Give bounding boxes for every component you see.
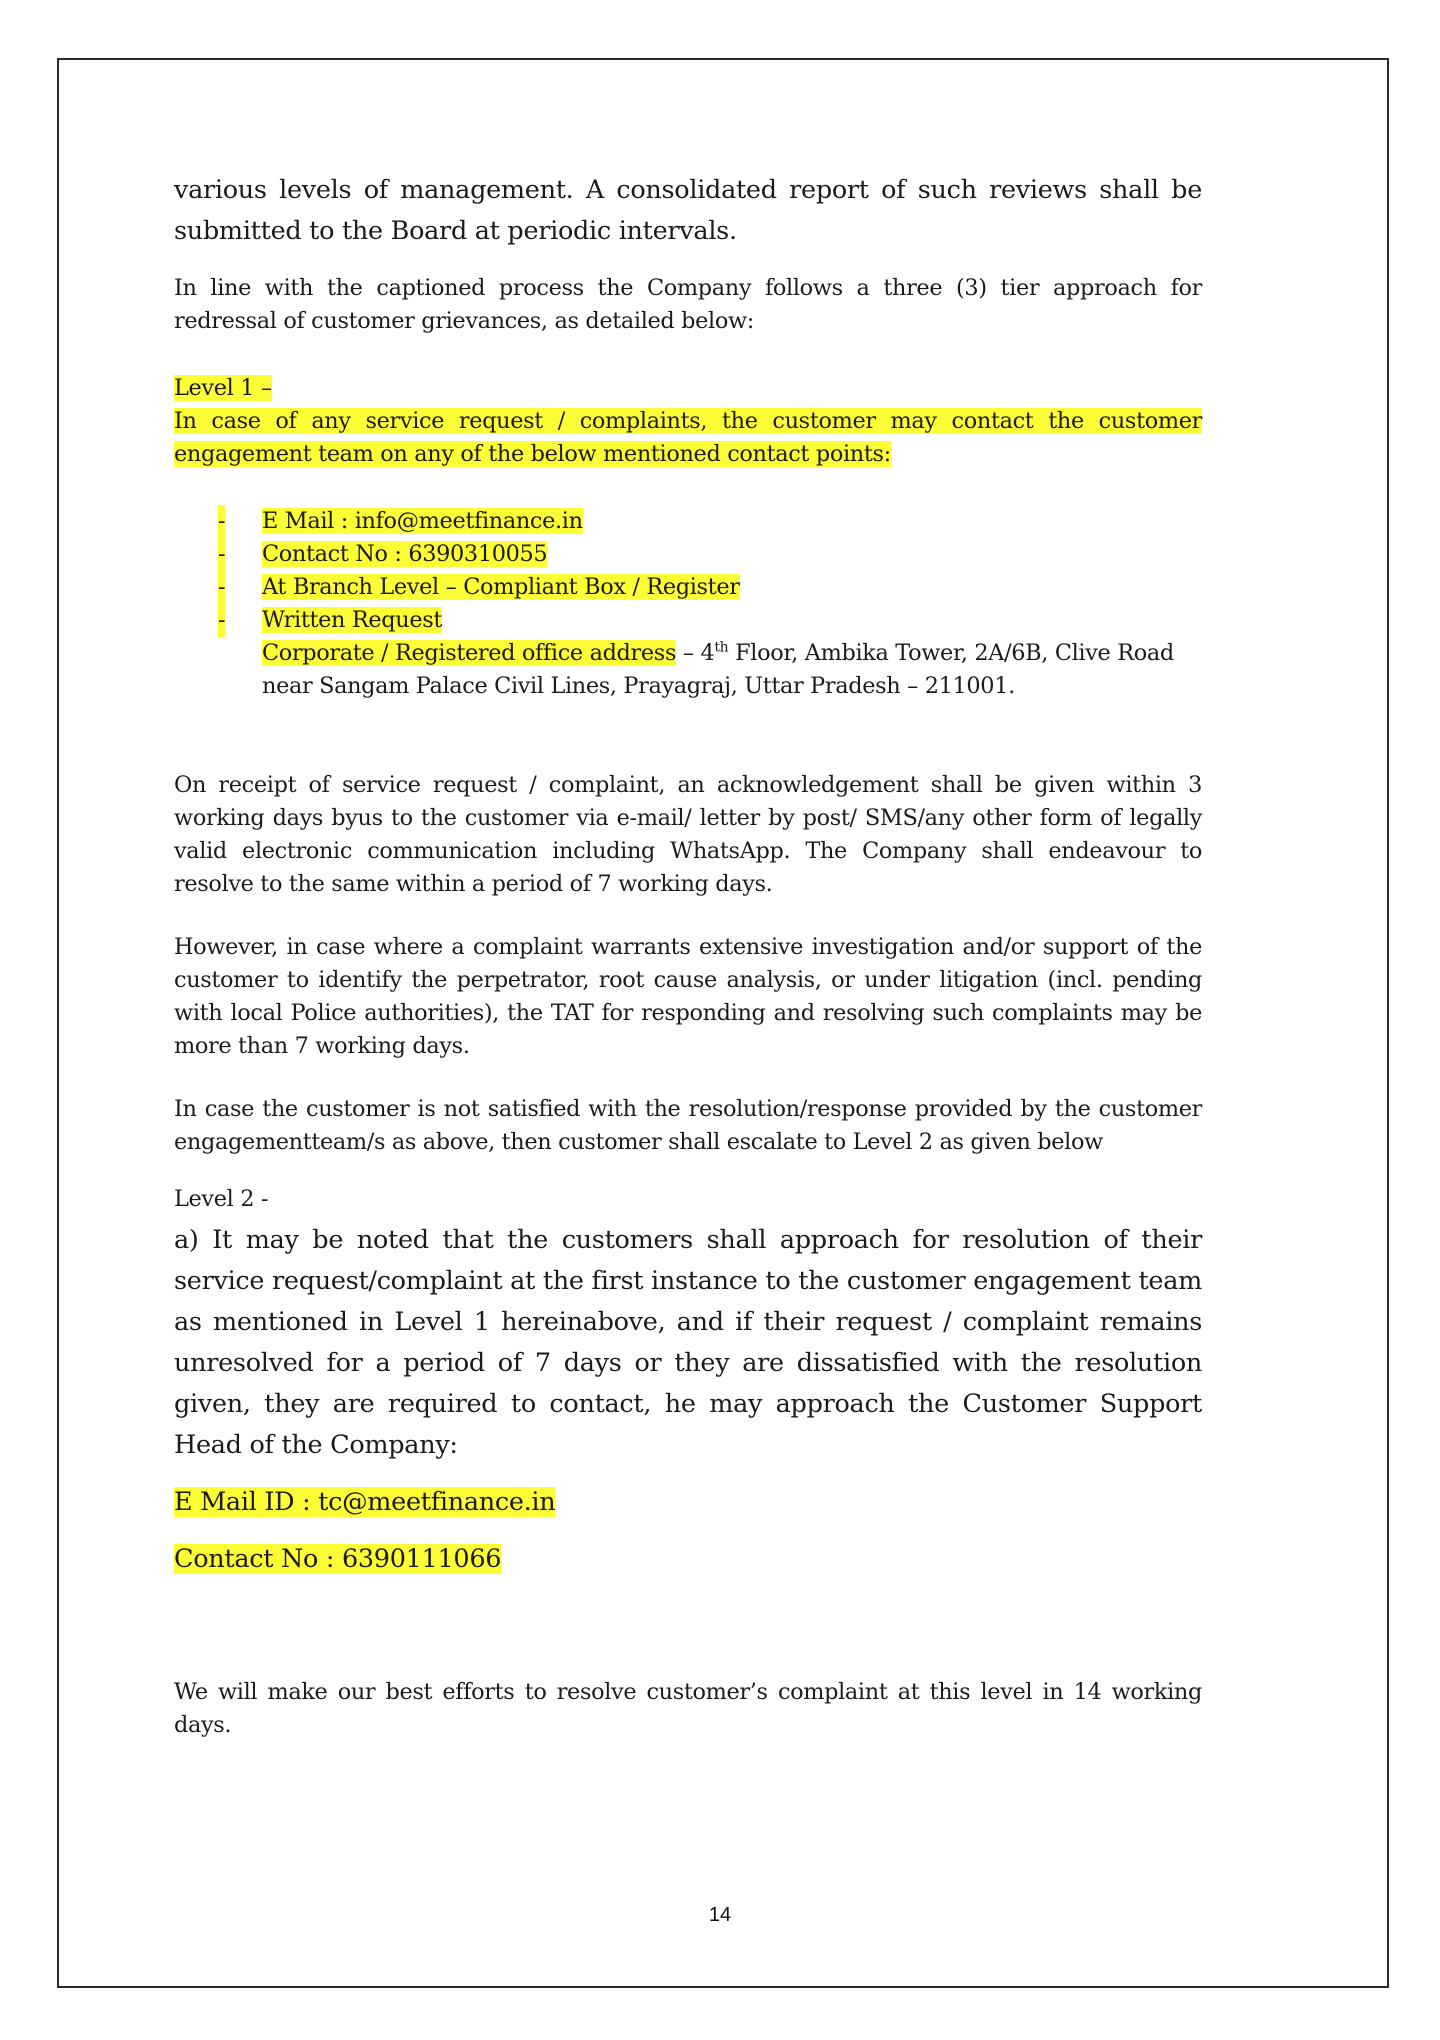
list-dash: - (218, 505, 225, 538)
office-address-sup: th (714, 639, 729, 656)
paragraph-final-efforts: We will make our best efforts to resolve customer’s complaint at this level in 14 working days. (174, 1679, 1202, 1738)
paragraph-three-tier-approach: In line with the captioned process the Company follows a three (3) tier approach for redressal of customer grievances, as detailed below: (174, 275, 1202, 334)
level1-heading: Level 1 – (174, 375, 272, 401)
list-dash: - (218, 604, 225, 637)
contact-written-text: Written Request (262, 607, 443, 633)
paragraph-management-review: various levels of management. A consolidated report of such reviews shall be submitted to the Board at periodic intervals. (174, 175, 1202, 246)
list-dash: - (218, 538, 225, 571)
office-address-label: Corporate / Registered office address (262, 640, 677, 666)
level2-email-line (174, 1482, 1202, 1523)
level1-block (174, 372, 1202, 471)
level2-email: E Mail ID : tc@meetfinance.in (174, 1487, 556, 1517)
office-address-prefix: – 4 (676, 640, 715, 666)
paragraph-escalation: In case the customer is not satisfied with the resolution/response provided by the customer engagementteam/s as above, then customer shall escalate to Level 2 as given below (174, 1096, 1202, 1155)
contact-points-list (174, 505, 1202, 703)
office-address (262, 637, 1202, 703)
contact-item-email (174, 505, 1202, 538)
list-dash: - (218, 571, 225, 604)
level2-heading: Level 2 - (174, 1186, 269, 1212)
contact-item-phone (174, 538, 1202, 571)
paragraph-acknowledgement: On receipt of service request / complaint, an acknowledgement shall be given within 3 working days byus to the customer via e-mail/ letter by post/ SMS/any other form of legally valid electronic communication including WhatsApp. The Company shall endeavour to resolve to the same within a period of 7 working days. (174, 772, 1202, 897)
contact-email-text: E Mail : info@meetfinance.in (262, 508, 583, 534)
level2-contact: Contact No : 6390111066 (174, 1544, 502, 1574)
contact-item-written (174, 604, 1202, 703)
paragraph-level2-approach: a) It may be noted that the customers shall approach for resolution of their service request/complaint at the first instance to the customer engagement team as mentioned in Level 1 hereinabove, and if their request / complaint remains unresolved for a period of 7 days or they are dissatisfied with the resolution given, they are required to contact, he may approach the Customer Support Head of the Company: (174, 1225, 1202, 1460)
contact-phone-text: Contact No : 6390310055 (262, 541, 548, 567)
contact-branch-text: At Branch Level – Compliant Box / Register (262, 574, 740, 600)
page-number: 14 (708, 1904, 732, 1926)
document-body (174, 170, 1202, 1742)
paragraph-extensive-investigation: However, in case where a complaint warrants extensive investigation and/or support of the customer to identify the perpetrator, root cause analysis, or under litigation (incl. pending with local Police authorities), the TAT for responding and resolving such complaints may be more than 7 working days. (174, 934, 1202, 1059)
contact-item-branch (174, 571, 1202, 604)
office-address-text: Floor, Ambika Tower, 2A/6B, Clive Road near Sangam Palace Civil Lines, Prayagraj, Uttar Pradesh – 211001. (262, 640, 1174, 699)
level2-contact-line (174, 1539, 1202, 1580)
level1-intro: In case of any service request / complaints, the customer may contact the customer engagement team on any of the below mentioned contact points: (174, 408, 1202, 467)
